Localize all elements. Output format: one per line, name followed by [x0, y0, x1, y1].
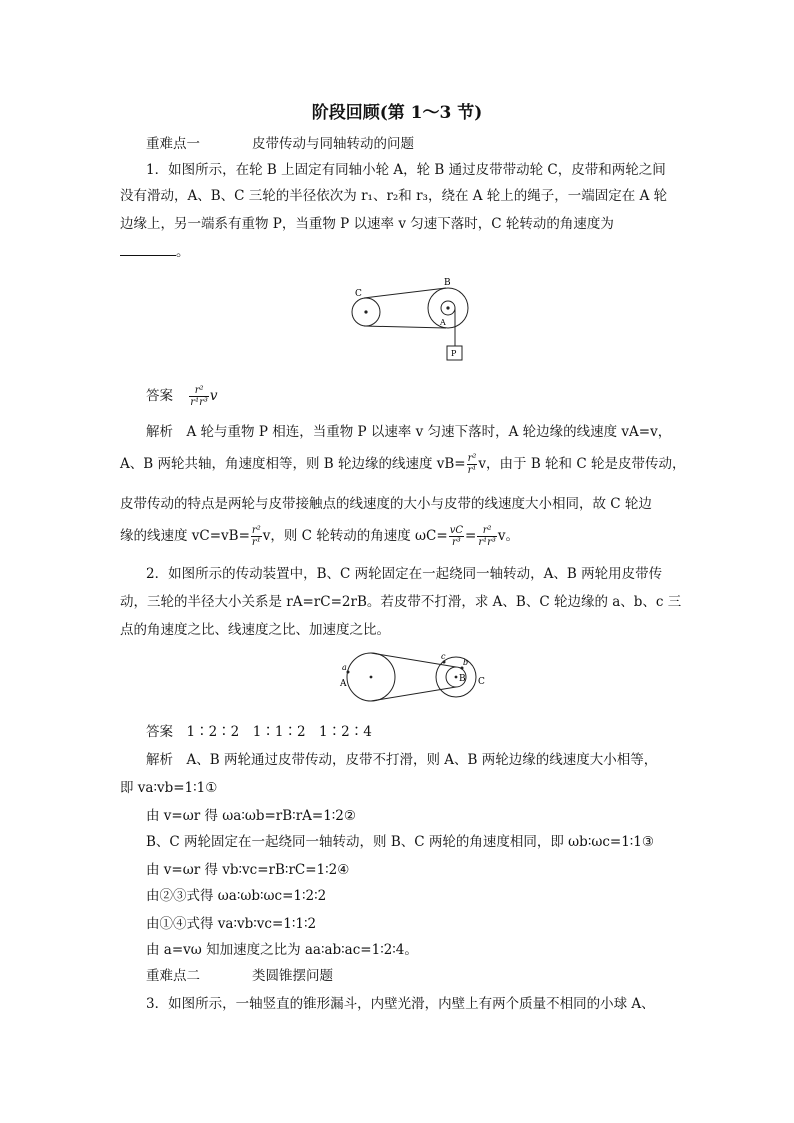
section-topic: 皮带传动与同轴转动的问题 [252, 136, 414, 152]
question-1-line: 边缘上，另一端系有重物 P，当重物 P 以速率 v 匀速下落时，C 轮转动的角速度为 [120, 216, 614, 232]
label-c: C [478, 677, 485, 687]
answer-label: 答案 [146, 388, 173, 404]
question-2-line: 2．如图所示的传动装置中，B、C 两轮固定在一起绕同一轴转动，A、B 两轮用皮带传 [146, 566, 663, 582]
analysis-1-line: 皮带传动的特点是两轮与皮带接触点的线速度的大小与皮带的线速度大小相同，故 C 轮边 [120, 496, 652, 512]
label-a: A [340, 679, 347, 689]
belt-bottom [364, 326, 446, 328]
point-a [347, 671, 350, 674]
analysis-2-line: 即 va∶vb=1∶1① [120, 780, 218, 796]
analysis-2-line: 由①④式得 va∶vb∶vc=1∶1∶2 [146, 916, 317, 932]
fraction: $\frac{\text{r²}}{\text{r¹}}$ [251, 525, 261, 548]
analysis-2-line: 由 a=vω 知加速度之比为 aa∶ab∶ac=1∶2∶4。 [146, 942, 418, 958]
label-b-point: b [463, 658, 469, 667]
belt-pulley-figure-1 [346, 268, 482, 366]
answer-text: 1∶2∶2 1∶1∶2 1∶2∶4 [186, 724, 372, 740]
question-1-line: 1．如图所示，在轮 B 上固定有同轴小轮 A，轮 B 通过皮带带动轮 C，皮带和两轮之间 [146, 162, 666, 178]
punctuation: 。 [176, 244, 190, 260]
analysis-label: 解析 [146, 424, 173, 440]
section-topic: 类圆锥摆问题 [252, 968, 333, 984]
label-a: A [440, 318, 446, 327]
question-1-blank-line [120, 240, 190, 260]
question-2-line: 点的角速度之比、线速度之比、加速度之比。 [120, 622, 390, 638]
answer-blank [120, 241, 176, 256]
answer-label: 答案 [146, 724, 173, 740]
section-heading-2 [146, 964, 333, 984]
section-label: 重难点一 [146, 136, 200, 152]
analysis-2-line: 由②③式得 ωa∶ωb∶ωc=1∶2∶2 [146, 888, 327, 904]
question-1-line: 没有滑动，A、B、C 三轮的半径依次为 r₁、r₂和 r₃，绕在 A 轮上的绳子，一端固定在 A 轮 [120, 188, 668, 204]
label-c-point: c [441, 652, 446, 661]
analysis-2-line: 解析 A、B 两轮通过皮带传动，皮带不打滑，则 A、B 两轮边缘的线速度大小相等， [146, 752, 658, 768]
fraction: $\frac{\text{r²}}{\text{r¹}}$ [467, 453, 477, 476]
fraction: $\frac{\text{r²}}{\text{r¹r³}}$ [478, 525, 496, 548]
label-b: B [444, 278, 451, 288]
label-p: P [451, 349, 457, 358]
answer-2 [146, 720, 372, 740]
analysis-1-line: 缘的线速度 vC=vB= $\frac{\text{r²}}{\text{r¹}}$ v，则 C 轮转动的角速度 ωC= $\frac{vC}{\text{r³}}$ = $\frac{\text{r²}}{\text{r¹r³}}$ v。 [120, 525, 520, 548]
analysis-2-line: B、C 两轮固定在一起绕同一轴转动，则 B、C 两轮的角速度相同，即 ωb∶ωc=1∶1③ [146, 834, 655, 850]
analysis-1-line: A、B 两轮共轴，角速度相等，则 B 轮边缘的线速度 vB= $\frac{\text{r²}}{\text{r¹}}$ v，由于 B 轮和 C 轮是皮带传动， [120, 453, 686, 476]
analysis-2-line: 由 v=ωr 得 ωa∶ωb=rB∶rA=1∶2② [146, 808, 357, 824]
question-2-line: 动，三轮的半径大小关系是 rA=rC=2rB。若皮带不打滑，求 A、B、C 轮边缘的 a、b、c 三 [120, 594, 682, 610]
analysis-2-line: 由 v=ωr 得 vb∶vc=rB∶rC=1∶2④ [146, 862, 350, 878]
label-a-point: a [342, 663, 347, 672]
section-heading-1 [146, 132, 414, 152]
answer-fraction: $\frac{\text{r²}}{\text{r¹r³}}$ [190, 385, 208, 408]
label-c: C [355, 289, 362, 299]
section-label: 重难点二 [146, 968, 200, 984]
fraction: $\frac{vC}{\text{r³}}$ [449, 525, 464, 548]
analysis-1-line: 解析 A 轮与重物 P 相连，当重物 P 以速率 v 匀速下落时，A 轮边缘的线速度 vA=v， [146, 424, 672, 440]
belt-top [364, 288, 446, 298]
answer-var: v [209, 388, 218, 404]
question-3-line: 3．如图所示，一轴竖直的锥形漏斗，内壁光滑，内壁上有两个质量不相同的小球 A、 [146, 996, 655, 1012]
analysis-label: 解析 [146, 752, 173, 768]
page-title: 阶段回顾(第 1～3 节) [311, 103, 483, 123]
belt-pulley-figure-2 [338, 646, 494, 708]
belt-bottom [371, 687, 456, 701]
answer-1 [146, 384, 218, 408]
label-b: B [459, 674, 466, 684]
